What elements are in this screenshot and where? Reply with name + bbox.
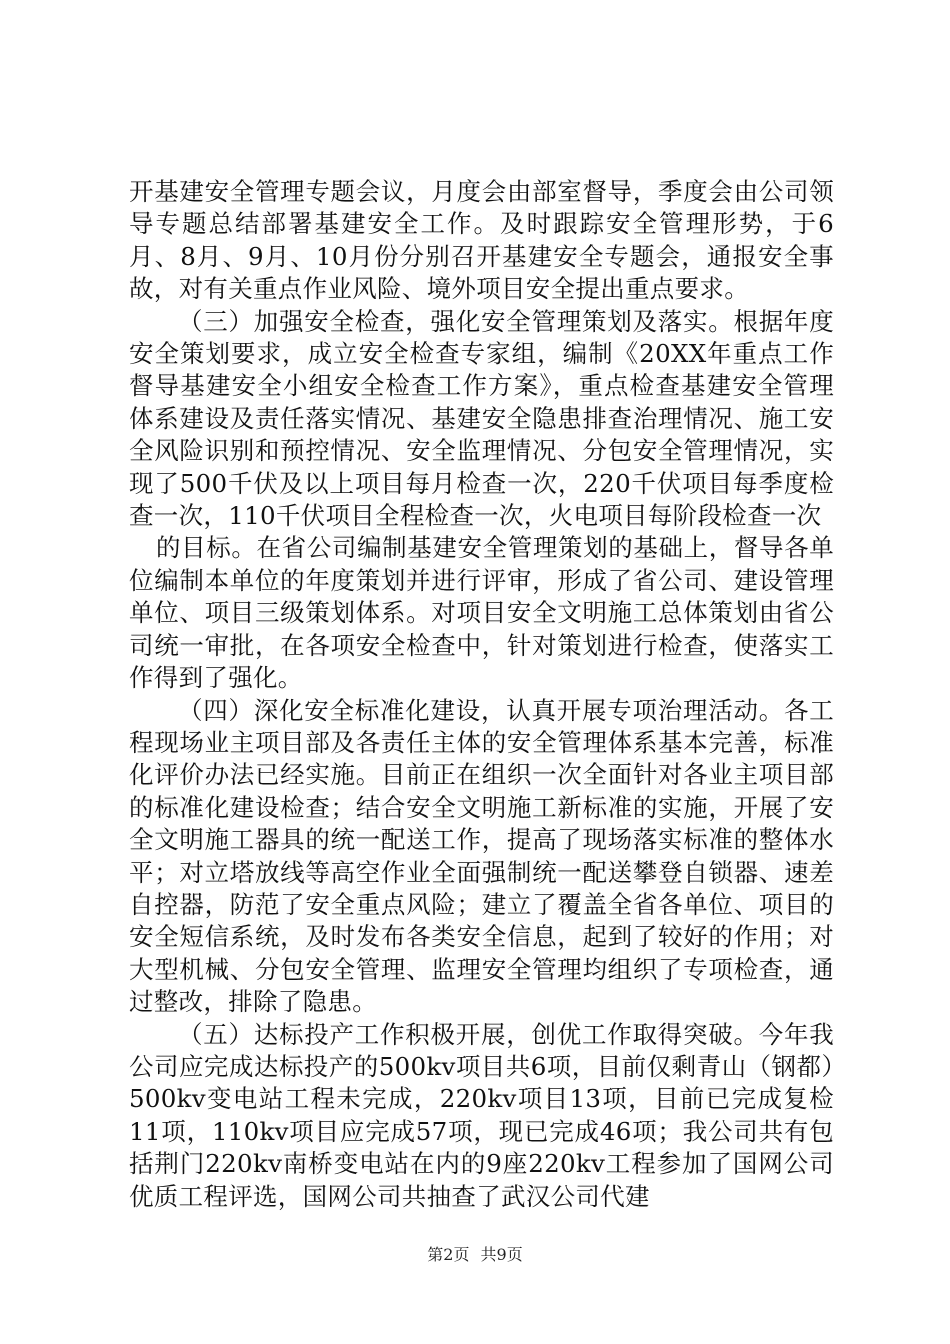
paragraph-4: （四）深化安全标准化建设，认真开展专项治理活动。各工程现场业主项目部及各责任主体的安全管理体系基本完善，标准化评价办法已经实施。目前正在组织一次全面针对各业主项目部的标准化建设检查；结合安全文明施工新标准的实施，开展了安全文明施工器具的统一配送工作，提高了现场落实标准的整体水平；对立塔放线等高空作业全面强制统一配送攀登自锁器、速差自控器，防范了安全重点风险；建立了覆盖全省各单位、项目的安全短信系统，及时发布各类安全信息，起到了较好的作用；对大型机械、分包安全管理、监理安全管理均组织了专项检查，通过整改，排除了隐患。 (129, 695, 834, 1017)
paragraph-5: （五）达标投产工作积极开展，创优工作取得突破。今年我公司应完成达标投产的500kv项目共6项，目前仅剩青山（钢都）500kv变电站工程未完成，220kv项目13项，目前已完成复检11项，110kv项目应完成57项，现已完成46项；我公司共有包括荆门220kv南桥变电站在内的9座220kv工程参加了国网公司优质工程评选，国网公司共抽查了武汉公司代建 (129, 1019, 834, 1211)
document-body (129, 176, 834, 1213)
paragraph-1: 开基建安全管理专题会议，月度会由部室督导，季度会由公司领导专题总结部署基建安全工作。及时跟踪安全管理形势，于6月、8月、9月、10月份分别召开基建安全专题会，通报安全事故，对有关重点作业风险、境外项目安全提出重点要求。 (129, 177, 834, 304)
page-number: 第2页 (427, 1245, 470, 1264)
paragraph-3: 的目标。在省公司编制基建安全管理策划的基础上，督导各单位编制本单位的年度策划并进行评审，形成了省公司、建设管理单位、项目三级策划体系。对项目安全文明施工总体策划由省公司统一审批，在各项安全检查中，针对策划进行检查，使落实工作得到了强化。 (129, 533, 834, 693)
page-total: 共9页 (480, 1245, 523, 1264)
paragraph-2: （三）加强安全检查，强化安全管理策划及落实。根据年度安全策划要求，成立安全检查专家组，编制《20XX年重点工作督导基建安全小组安全检查工作方案》，重点检查基建安全管理体系建设及责任落实情况、基建安全隐患排查治理情况、施工安全风险识别和预控情况、安全监理情况、分包安全管理情况，实现了500千伏及以上项目每月检查一次，220千伏项目每季度检查一次，110千伏项目全程检查一次，火电项目每阶段检查一次 (129, 306, 834, 531)
page-footer (0, 1242, 950, 1265)
